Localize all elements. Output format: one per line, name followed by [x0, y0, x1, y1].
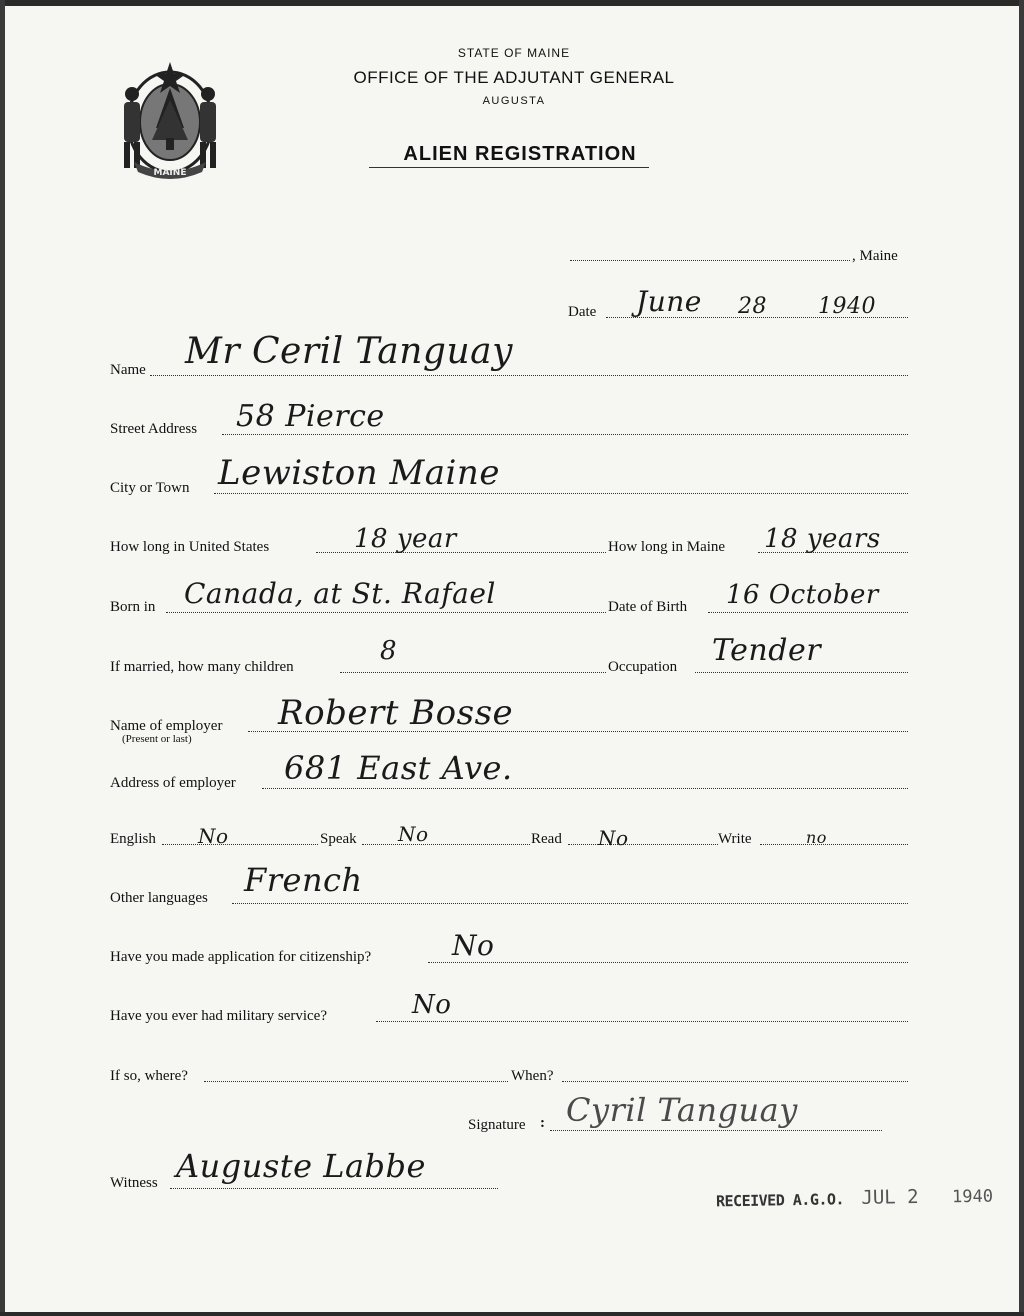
children-line: [340, 672, 606, 673]
military-label: Have you ever had military service?: [110, 1008, 327, 1024]
employer-address-entry: 681 East Ave.: [284, 749, 513, 787]
date-label: Date: [568, 304, 597, 320]
header-state: STATE OF MAINE: [457, 46, 571, 60]
header-office: OFFICE OF THE ADJUTANT GENERAL: [353, 68, 675, 87]
children-label: If married, how many children: [110, 659, 294, 675]
employer-address-line: [262, 788, 908, 789]
when-line: [562, 1081, 908, 1082]
speak-label: Speak: [320, 831, 357, 847]
how-long-us-label: How long in United States: [110, 539, 270, 555]
born-in-entry: Canada, at St. Rafael: [184, 577, 496, 610]
street-address-label: Street Address: [110, 421, 198, 437]
signature-entry: Cyril Tanguay: [566, 1091, 798, 1129]
witness-line: [170, 1188, 498, 1189]
witness-label: Witness: [110, 1175, 158, 1191]
born-in-label: Born in: [110, 599, 156, 615]
date-year-entry: 1940: [818, 294, 876, 319]
citizenship-label: Have you made application for citizenship?: [110, 949, 372, 965]
how-long-maine-entry: 18 years: [764, 524, 881, 554]
speak-line: [362, 844, 530, 845]
write-entry: no: [806, 828, 827, 847]
signature-line: [550, 1130, 882, 1131]
date-of-birth-entry: 16 October: [726, 580, 879, 610]
employer-name-label: Name of employer: [110, 718, 223, 734]
received-stamp: [716, 1185, 993, 1212]
citizenship-entry: No: [452, 929, 495, 962]
when-label: When?: [511, 1068, 554, 1084]
other-languages-line: [232, 903, 908, 904]
speak-entry: No: [398, 822, 429, 846]
title-underline: [369, 167, 649, 168]
children-entry: 8: [380, 636, 398, 666]
scan-edge: [0, 1312, 1024, 1316]
signature-label: Signature: [468, 1117, 526, 1133]
citizenship-line: [428, 962, 908, 963]
read-line: [568, 844, 718, 845]
date-of-birth-line: [708, 612, 908, 613]
name-line: [150, 375, 908, 376]
stamp-date: JUL 2: [861, 1185, 919, 1209]
if-so-where-line: [204, 1081, 508, 1082]
employer-name-entry: Robert Bosse: [278, 693, 514, 733]
read-label: Read: [531, 831, 562, 847]
scan-edge: [0, 0, 5, 1316]
date-day-entry: 28: [738, 294, 767, 319]
read-entry: No: [598, 826, 629, 850]
street-address-line: [222, 434, 908, 435]
military-line: [376, 1021, 908, 1022]
street-address-entry: 58 Pierce: [236, 399, 385, 434]
witness-entry: Auguste Labbe: [176, 1147, 426, 1185]
stamp-year: 1940: [951, 1186, 994, 1208]
city-entry: Lewiston Maine: [218, 453, 500, 493]
city-label: City or Town: [110, 480, 190, 496]
english-label: English: [110, 831, 156, 847]
signature-colon: :: [540, 1115, 545, 1131]
location-line: [570, 260, 850, 261]
city-line: [214, 493, 908, 494]
name-label: Name: [110, 362, 146, 378]
scan-edge: [0, 0, 1024, 6]
occupation-label: Occupation: [608, 659, 678, 675]
if-so-where-label: If so, where?: [110, 1068, 188, 1084]
seal-text: MAINE: [153, 168, 187, 178]
present-or-last-label: (Present or last): [122, 733, 192, 745]
name-entry: Mr Ceril Tanguay: [185, 331, 513, 372]
form-title: ALIEN REGISTRATION: [403, 143, 637, 165]
write-label: Write: [718, 831, 752, 847]
header-city: AUGUSTA: [482, 95, 546, 107]
born-in-line: [166, 612, 606, 613]
maine-label: , Maine: [852, 248, 898, 264]
english-line: [162, 844, 318, 845]
occupation-line: [695, 672, 908, 673]
how-long-maine-label: How long in Maine: [608, 539, 726, 555]
other-languages-label: Other languages: [110, 890, 208, 906]
write-line: [760, 844, 908, 845]
stamp-received: RECEIVED A.G.O.: [715, 1190, 845, 1211]
employer-address-label: Address of employer: [110, 775, 236, 791]
date-of-birth-label: Date of Birth: [608, 599, 688, 615]
scan-edge: [1019, 0, 1024, 1316]
other-languages-entry: French: [244, 861, 363, 899]
how-long-us-entry: 18 year: [354, 524, 457, 554]
military-entry: No: [412, 990, 452, 1020]
occupation-entry: Tender: [712, 633, 822, 668]
date-month-entry: June: [636, 285, 702, 318]
english-entry: No: [198, 824, 229, 848]
